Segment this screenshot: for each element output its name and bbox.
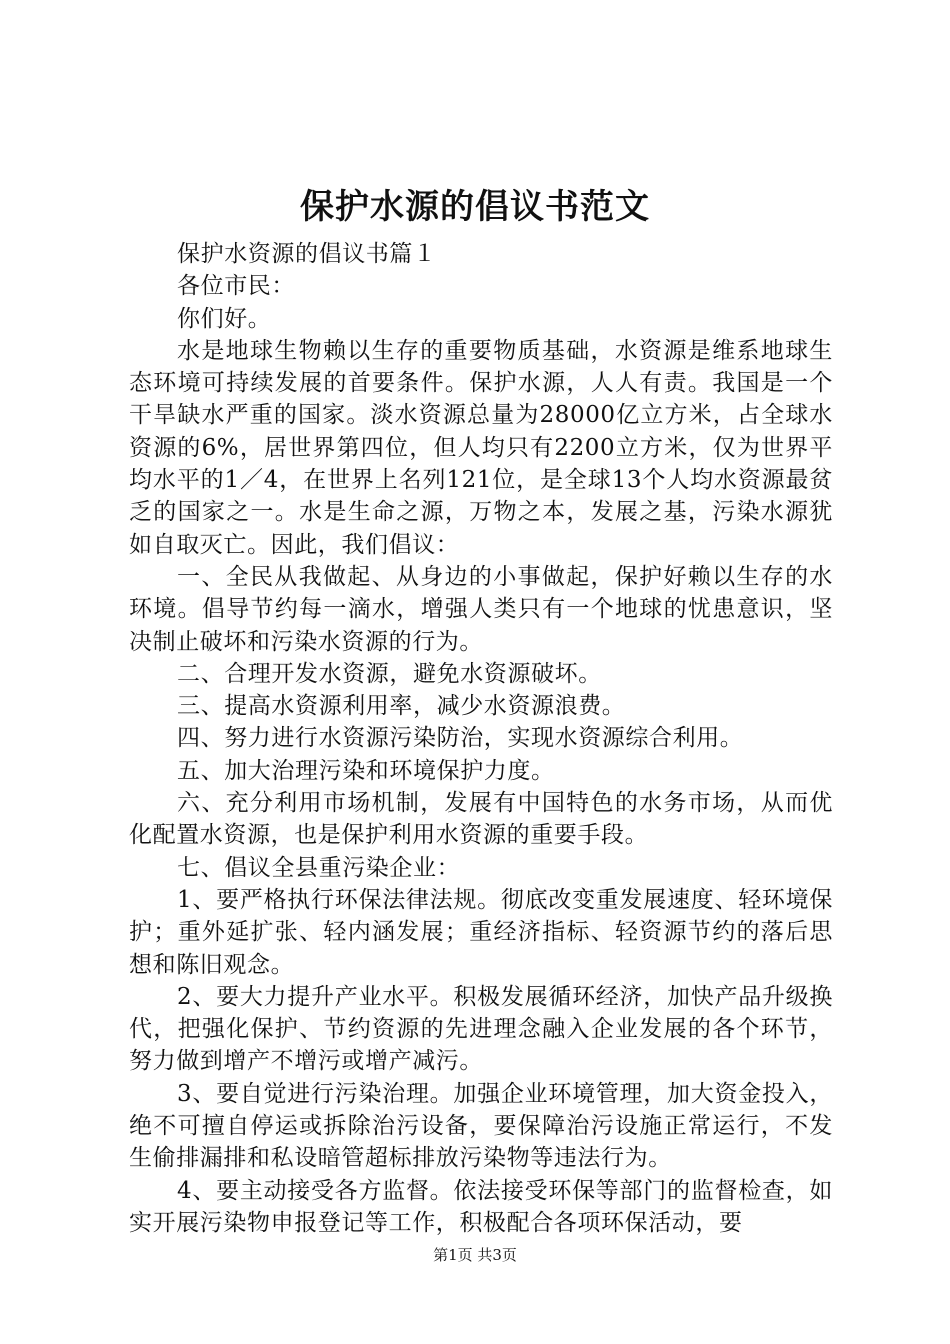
paragraph-intro: 水是地球生物赖以生存的重要物质基础，水资源是维系地球生态环境可持续发展的首要条件。保护水源，人人有责。我国是一个干旱缺水严重的国家。淡水资源总量为28000亿立方米，占全球水资源的6%，居世界第四位，但人均只有2200立方米，仅为世界平均水平的1／4，在世界上名列121位，是全球13个人均水资源最贫乏的国家之一。水是生命之源，万物之本，发展之基，污染水源犹如自取灭亡。因此，我们倡议： xyxy=(129,337,833,558)
paragraph-item-4: 四、努力进行水资源污染防治，实现水资源综合利用。 xyxy=(177,725,744,752)
paragraph-item-6: 六、充分利用市场机制，发展有中国特色的水务市场，从而优化配置水资源，也是保护利用水资源的重要手段。 xyxy=(129,790,833,849)
paragraph-subitem-3: 3、要自觉进行污染治理。加强企业环境管理，加大资金投入，绝不可擅自停运或拆除治污设备，要保障治污设施正常运行，不发生偷排漏排和私设暗管超标排放污染物等违法行为。 xyxy=(129,1080,833,1172)
paragraph-subitem-2: 2、要大力提升产业水平。积极发展循环经济，加快产品升级换代，把强化保护、节约资源的先进理念融入企业发展的各个环节，努力做到增产不增污或增产减污。 xyxy=(129,983,833,1075)
paragraph-salutation: 各位市民： xyxy=(177,273,295,300)
paragraph-subitem-4: 4、要主动接受各方监督。依法接受环保等部门的监督检查，如实开展污染物申报登记等工作，积极配合各项环保活动，要 xyxy=(129,1177,833,1236)
document-title: 保护水源的倡议书范文 xyxy=(300,187,650,227)
paragraph-item-5: 五、加大治理污染和环境保护力度。 xyxy=(177,757,555,784)
paragraph-item-3: 三、提高水资源利用率，减少水资源浪费。 xyxy=(177,693,626,720)
paragraph-item-1: 一、全民从我做起、从身边的小事做起，保护好赖以生存的水环境。倡导节约每一滴水，增强人类只有一个地球的忧患意识，坚决制止破坏和污染水资源的行为。 xyxy=(129,563,833,655)
paragraph-heading: 保护水资源的倡议书篇１ xyxy=(177,241,437,267)
document-body xyxy=(129,238,833,1239)
paragraph-greeting: 你们好。 xyxy=(177,305,272,332)
paragraph-subitem-1: 1、要严格执行环保法律法规。彻底改变重发展速度、轻环境保护；重外延扩张、轻内涵发展；重经济指标、轻资源节约的落后思想和陈旧观念。 xyxy=(129,886,833,978)
page-number-footer: 第1页 共3页 xyxy=(433,1246,517,1264)
paragraph-item-7: 七、倡议全县重污染企业： xyxy=(177,854,461,881)
paragraph-item-2: 二、合理开发水资源，避免水资源破坏。 xyxy=(177,660,602,687)
